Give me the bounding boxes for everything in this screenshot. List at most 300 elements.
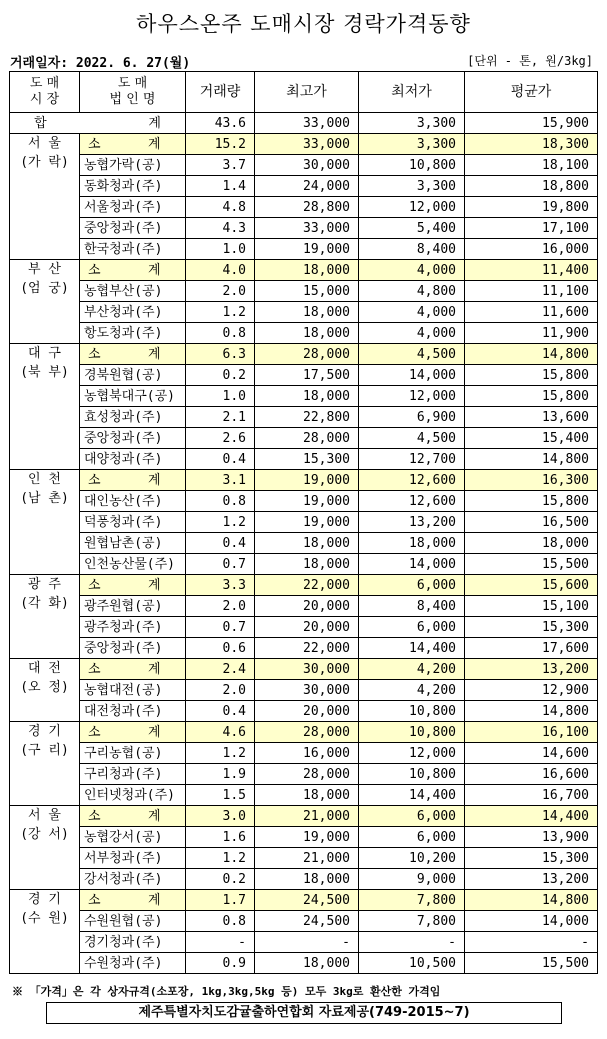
row-max: 18,000	[255, 302, 359, 323]
market-city: 경 기	[28, 724, 61, 739]
row-max: 19,000	[255, 827, 359, 848]
row-volume: 0.2	[186, 869, 255, 890]
row-volume: -	[186, 932, 255, 953]
row-min: 12,600	[359, 491, 465, 512]
row-volume: 0.4	[186, 449, 255, 470]
row-avg: 16,700	[465, 785, 598, 806]
subtotal-max: 28,000	[255, 722, 359, 743]
total-label-left: 합	[34, 115, 47, 131]
corp-name: 중앙청과(주)	[80, 638, 186, 659]
row-max: 18,000	[255, 323, 359, 344]
table-row	[10, 533, 598, 554]
corp-name: 구리청과(주)	[80, 764, 186, 785]
row-max: 17,500	[255, 365, 359, 386]
subtotal-avg: 15,600	[465, 575, 598, 596]
source-box: 제주특별자치도감귤출하연합회 자료제공(749-2015~7)	[46, 1002, 562, 1024]
row-avg: 15,800	[465, 365, 598, 386]
row-max: 30,000	[255, 155, 359, 176]
market-name	[10, 470, 80, 575]
subtotal-volume: 2.4	[186, 659, 255, 680]
market-name	[10, 890, 80, 974]
row-avg: 11,100	[465, 281, 598, 302]
corp-name: 항도청과(주)	[80, 323, 186, 344]
table-row	[10, 596, 598, 617]
table-row	[10, 848, 598, 869]
row-volume: 2.6	[186, 428, 255, 449]
row-min: 10,800	[359, 764, 465, 785]
header-max-price: 최고가	[255, 72, 359, 113]
subtotal-row	[10, 575, 598, 596]
market-district: (구 리)	[20, 743, 69, 758]
table-row	[10, 953, 598, 974]
row-max: 15,300	[255, 449, 359, 470]
row-min: 12,000	[359, 386, 465, 407]
subtotal-max: 19,000	[255, 470, 359, 491]
corp-name: 대인농산(주)	[80, 491, 186, 512]
market-city: 경 기	[28, 892, 61, 907]
market-district: (강 서)	[20, 827, 69, 842]
corp-name: 서부청과(주)	[80, 848, 186, 869]
table-row	[10, 176, 598, 197]
total-label	[10, 113, 186, 134]
row-volume: 3.7	[186, 155, 255, 176]
row-min: 4,000	[359, 323, 465, 344]
subtotal-min: 4,000	[359, 260, 465, 281]
subtotal-min: 12,600	[359, 470, 465, 491]
corp-name: 원협남촌(공)	[80, 533, 186, 554]
row-volume: 0.6	[186, 638, 255, 659]
header-corp-bottom: 법 인 명	[109, 92, 156, 107]
corp-name: 중앙청과(주)	[80, 218, 186, 239]
total-row	[10, 113, 598, 134]
row-avg: 17,600	[465, 638, 598, 659]
row-max: 24,000	[255, 176, 359, 197]
total-volume: 43.6	[186, 113, 255, 134]
header-volume: 거래량	[186, 72, 255, 113]
table-row	[10, 638, 598, 659]
subtotal-row	[10, 659, 598, 680]
row-avg: 14,800	[465, 449, 598, 470]
market-district: (남 촌)	[20, 491, 69, 506]
row-volume: 1.0	[186, 386, 255, 407]
row-min: 3,300	[359, 176, 465, 197]
row-volume: 1.5	[186, 785, 255, 806]
price-table	[9, 71, 598, 974]
row-max: 20,000	[255, 596, 359, 617]
row-volume: 4.3	[186, 218, 255, 239]
market-city: 부 산	[28, 262, 61, 277]
table-row	[10, 155, 598, 176]
row-max: 19,000	[255, 239, 359, 260]
table-row	[10, 512, 598, 533]
subtotal-row	[10, 260, 598, 281]
row-volume: 1.2	[186, 512, 255, 533]
corp-name: 농협대전(공)	[80, 680, 186, 701]
subtotal-min: 7,800	[359, 890, 465, 911]
corp-name: 서울청과(주)	[80, 197, 186, 218]
corp-name: 대양청과(주)	[80, 449, 186, 470]
row-max: 19,000	[255, 491, 359, 512]
row-min: 4,000	[359, 302, 465, 323]
row-min: 10,500	[359, 953, 465, 974]
header-corp	[80, 72, 186, 113]
table-row	[10, 869, 598, 890]
corp-name: 농협강서(공)	[80, 827, 186, 848]
page-title: 하우스온주 도매시장 경락가격동향	[136, 12, 471, 36]
corp-name: 강서청과(주)	[80, 869, 186, 890]
corp-name: 인천농산물(주)	[80, 554, 186, 575]
market-name	[10, 659, 80, 722]
row-min: 7,800	[359, 911, 465, 932]
row-avg: 14,800	[465, 701, 598, 722]
row-avg: 14,600	[465, 743, 598, 764]
corp-name: 광주청과(주)	[80, 617, 186, 638]
corp-name: 한국청과(주)	[80, 239, 186, 260]
market-city: 대 전	[28, 661, 61, 676]
row-avg: -	[465, 932, 598, 953]
subtotal-label	[80, 260, 186, 281]
row-max: 30,000	[255, 680, 359, 701]
row-volume: 0.2	[186, 365, 255, 386]
market-city: 인 천	[28, 472, 61, 487]
total-avg: 15,900	[465, 113, 598, 134]
market-district: (북 부)	[20, 365, 69, 380]
subtotal-label-left: 소	[88, 472, 101, 488]
row-avg: 11,600	[465, 302, 598, 323]
subtotal-avg: 16,300	[465, 470, 598, 491]
row-avg: 13,200	[465, 869, 598, 890]
corp-name: 경기청과(주)	[80, 932, 186, 953]
row-avg: 15,800	[465, 386, 598, 407]
market-city: 서 울	[28, 136, 61, 151]
row-max: 18,000	[255, 869, 359, 890]
market-district: (가 락)	[20, 155, 69, 170]
subtotal-row	[10, 344, 598, 365]
row-volume: 1.4	[186, 176, 255, 197]
row-min: 4,800	[359, 281, 465, 302]
table-row	[10, 554, 598, 575]
table-row	[10, 218, 598, 239]
subtotal-max: 24,500	[255, 890, 359, 911]
subtotal-label-right: 계	[148, 661, 161, 677]
subtotal-row	[10, 722, 598, 743]
subtotal-label-left: 소	[88, 262, 101, 278]
subtotal-label-right: 계	[148, 262, 161, 278]
subtotal-avg: 14,800	[465, 890, 598, 911]
row-avg: 15,400	[465, 428, 598, 449]
row-min: 9,000	[359, 869, 465, 890]
subtotal-label-right: 계	[148, 808, 161, 824]
row-min: 14,000	[359, 554, 465, 575]
unit-label: [단위 - 톤, 원/3kg]	[467, 54, 593, 68]
row-max: 20,000	[255, 617, 359, 638]
row-volume: 0.7	[186, 554, 255, 575]
table-row	[10, 764, 598, 785]
table-row	[10, 323, 598, 344]
row-avg: 14,000	[465, 911, 598, 932]
table-row	[10, 239, 598, 260]
market-city: 광 주	[28, 577, 61, 592]
corp-name: 농협가락(공)	[80, 155, 186, 176]
row-volume: 1.2	[186, 743, 255, 764]
row-min: 12,000	[359, 197, 465, 218]
header-corp-top: 도 매	[117, 76, 148, 91]
subtotal-label-right: 계	[148, 724, 161, 740]
footnote: ※ 「가격」은 각 상자규격(소포장, 1kg,3kg,5kg 등) 모두 3kg로 환산한 가격임	[12, 985, 441, 998]
row-volume: 0.8	[186, 491, 255, 512]
total-max: 33,000	[255, 113, 359, 134]
row-volume: 2.0	[186, 680, 255, 701]
subtotal-row	[10, 806, 598, 827]
table-row	[10, 932, 598, 953]
row-min: 6,000	[359, 827, 465, 848]
row-max: 18,000	[255, 533, 359, 554]
row-max: 16,000	[255, 743, 359, 764]
row-max: 33,000	[255, 218, 359, 239]
market-district: (각 화)	[20, 596, 69, 611]
subtotal-max: 18,000	[255, 260, 359, 281]
subtotal-label	[80, 134, 186, 155]
row-volume: 2.0	[186, 281, 255, 302]
total-min: 3,300	[359, 113, 465, 134]
header-market-top: 도 매	[29, 76, 60, 91]
row-avg: 15,300	[465, 848, 598, 869]
subtotal-avg: 16,100	[465, 722, 598, 743]
row-max: 20,000	[255, 701, 359, 722]
header-min-price: 최저가	[359, 72, 465, 113]
subtotal-min: 6,000	[359, 806, 465, 827]
market-district: (오 정)	[20, 680, 69, 695]
corp-name: 인터넷청과(주)	[80, 785, 186, 806]
table-row	[10, 827, 598, 848]
table-row	[10, 197, 598, 218]
row-volume: 1.9	[186, 764, 255, 785]
row-avg: 16,600	[465, 764, 598, 785]
subtotal-max: 33,000	[255, 134, 359, 155]
corp-name: 대전청과(주)	[80, 701, 186, 722]
row-min: 8,400	[359, 239, 465, 260]
corp-name: 부산청과(주)	[80, 302, 186, 323]
subtotal-max: 21,000	[255, 806, 359, 827]
row-min: 14,400	[359, 638, 465, 659]
subtotal-volume: 3.3	[186, 575, 255, 596]
row-min: 13,200	[359, 512, 465, 533]
corp-name: 농협북대구(공)	[80, 386, 186, 407]
row-volume: 2.0	[186, 596, 255, 617]
market-name	[10, 575, 80, 659]
subtotal-label	[80, 344, 186, 365]
table-row	[10, 281, 598, 302]
market-city: 서 울	[28, 808, 61, 823]
market-name	[10, 722, 80, 806]
market-district: (수 원)	[20, 911, 69, 926]
row-volume: 0.8	[186, 911, 255, 932]
subtotal-label-right: 계	[148, 346, 161, 362]
market-name	[10, 806, 80, 890]
row-volume: 2.1	[186, 407, 255, 428]
row-volume: 0.8	[186, 323, 255, 344]
subtotal-min: 10,800	[359, 722, 465, 743]
row-avg: 12,900	[465, 680, 598, 701]
subtotal-label-left: 소	[88, 808, 101, 824]
row-min: 6,000	[359, 617, 465, 638]
subtotal-label-left: 소	[88, 724, 101, 740]
subtotal-label-right: 계	[148, 892, 161, 908]
subtotal-min: 6,000	[359, 575, 465, 596]
row-avg: 18,800	[465, 176, 598, 197]
row-max: 28,800	[255, 197, 359, 218]
subtotal-row	[10, 890, 598, 911]
subtotal-label-left: 소	[88, 346, 101, 362]
row-avg: 13,600	[465, 407, 598, 428]
header-avg-price: 평균가	[465, 72, 598, 113]
row-min: -	[359, 932, 465, 953]
market-name	[10, 134, 80, 260]
table-row	[10, 701, 598, 722]
row-volume: 1.2	[186, 848, 255, 869]
subtotal-label-left: 소	[88, 892, 101, 908]
row-avg: 13,900	[465, 827, 598, 848]
corp-name: 구리농협(공)	[80, 743, 186, 764]
row-max: 28,000	[255, 764, 359, 785]
subtotal-avg: 14,800	[465, 344, 598, 365]
row-max: 22,800	[255, 407, 359, 428]
subtotal-min: 3,300	[359, 134, 465, 155]
table-row	[10, 386, 598, 407]
subtotal-volume: 15.2	[186, 134, 255, 155]
row-avg: 11,900	[465, 323, 598, 344]
table-row	[10, 365, 598, 386]
subtotal-min: 4,500	[359, 344, 465, 365]
subtotal-avg: 14,400	[465, 806, 598, 827]
header-row	[10, 72, 598, 113]
row-avg: 15,100	[465, 596, 598, 617]
row-max: 19,000	[255, 512, 359, 533]
corp-name: 중앙청과(주)	[80, 428, 186, 449]
row-volume: 1.2	[186, 302, 255, 323]
subtotal-volume: 4.0	[186, 260, 255, 281]
subtotal-max: 30,000	[255, 659, 359, 680]
subtotal-label-right: 계	[148, 472, 161, 488]
row-volume: 0.7	[186, 617, 255, 638]
row-volume: 1.0	[186, 239, 255, 260]
market-district: (엄 궁)	[20, 281, 69, 296]
subtotal-label	[80, 575, 186, 596]
table-row	[10, 785, 598, 806]
market-city: 대 구	[28, 346, 61, 361]
row-max: 18,000	[255, 785, 359, 806]
subtotal-avg: 18,300	[465, 134, 598, 155]
row-avg: 18,000	[465, 533, 598, 554]
row-max: 21,000	[255, 848, 359, 869]
subtotal-min: 4,200	[359, 659, 465, 680]
table-row	[10, 680, 598, 701]
corp-name: 농협부산(공)	[80, 281, 186, 302]
subtotal-volume: 3.1	[186, 470, 255, 491]
row-avg: 16,000	[465, 239, 598, 260]
subtotal-max: 28,000	[255, 344, 359, 365]
subtotal-label-right: 계	[148, 577, 161, 593]
subtotal-avg: 11,400	[465, 260, 598, 281]
row-min: 8,400	[359, 596, 465, 617]
row-max: -	[255, 932, 359, 953]
row-volume: 0.4	[186, 701, 255, 722]
table-row	[10, 491, 598, 512]
table-row	[10, 428, 598, 449]
row-max: 18,000	[255, 386, 359, 407]
subtotal-label-left: 소	[88, 136, 101, 152]
subtotal-label	[80, 806, 186, 827]
table-row	[10, 449, 598, 470]
row-avg: 15,300	[465, 617, 598, 638]
corp-name: 경북원협(공)	[80, 365, 186, 386]
row-avg: 18,100	[465, 155, 598, 176]
row-max: 15,000	[255, 281, 359, 302]
row-min: 4,500	[359, 428, 465, 449]
subtotal-row	[10, 134, 598, 155]
row-volume: 0.4	[186, 533, 255, 554]
market-name	[10, 344, 80, 470]
corp-name: 효성청과(주)	[80, 407, 186, 428]
row-volume: 0.9	[186, 953, 255, 974]
subtotal-label	[80, 659, 186, 680]
row-min: 14,400	[359, 785, 465, 806]
subtotal-volume: 4.6	[186, 722, 255, 743]
subtotal-volume: 6.3	[186, 344, 255, 365]
table-row	[10, 302, 598, 323]
row-min: 10,800	[359, 701, 465, 722]
row-min: 12,700	[359, 449, 465, 470]
table-row	[10, 407, 598, 428]
row-min: 10,200	[359, 848, 465, 869]
row-avg: 17,100	[465, 218, 598, 239]
subtotal-row	[10, 470, 598, 491]
header-market	[10, 72, 80, 113]
subtotal-label-right: 계	[148, 136, 161, 152]
table-row	[10, 911, 598, 932]
row-min: 14,000	[359, 365, 465, 386]
row-avg: 19,800	[465, 197, 598, 218]
row-avg: 15,500	[465, 554, 598, 575]
row-avg: 15,800	[465, 491, 598, 512]
corp-name: 수원원협(공)	[80, 911, 186, 932]
subtotal-label-left: 소	[88, 661, 101, 677]
row-avg: 15,500	[465, 953, 598, 974]
row-min: 12,000	[359, 743, 465, 764]
corp-name: 동화청과(주)	[80, 176, 186, 197]
subtotal-max: 22,000	[255, 575, 359, 596]
row-max: 24,500	[255, 911, 359, 932]
market-name	[10, 260, 80, 344]
table-row	[10, 743, 598, 764]
subtotal-label	[80, 722, 186, 743]
subtotal-label-left: 소	[88, 577, 101, 593]
row-max: 28,000	[255, 428, 359, 449]
subtotal-volume: 1.7	[186, 890, 255, 911]
row-max: 22,000	[255, 638, 359, 659]
row-volume: 4.8	[186, 197, 255, 218]
row-min: 10,800	[359, 155, 465, 176]
trade-date: 거래일자: 2022. 6. 27(월)	[10, 56, 191, 71]
subtotal-label	[80, 470, 186, 491]
corp-name: 수원청과(주)	[80, 953, 186, 974]
total-label-right: 계	[148, 115, 161, 131]
corp-name: 덕풍청과(주)	[80, 512, 186, 533]
header-market-bottom: 시 장	[29, 92, 60, 107]
subtotal-avg: 13,200	[465, 659, 598, 680]
row-volume: 1.6	[186, 827, 255, 848]
row-min: 5,400	[359, 218, 465, 239]
